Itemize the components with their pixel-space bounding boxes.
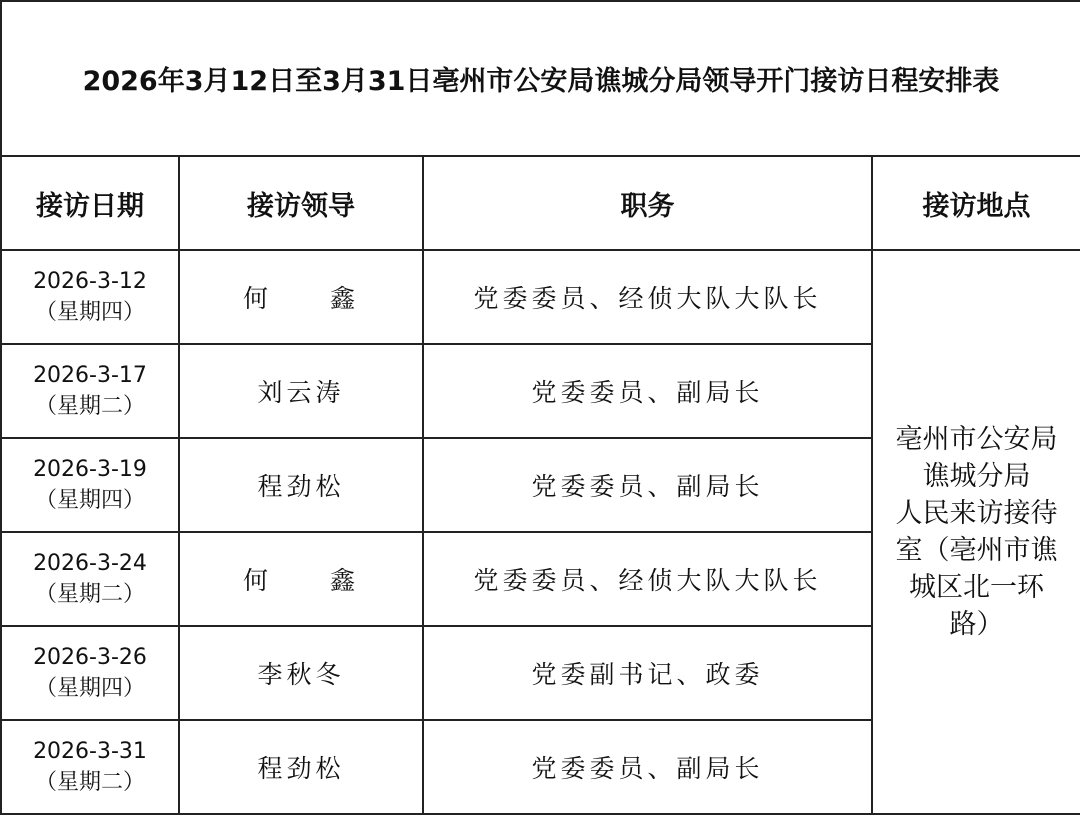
date-cell xyxy=(1,626,179,720)
header-leader: 接访领导 xyxy=(179,156,423,250)
header-location: 接访地点 xyxy=(872,156,1080,250)
position-cell: 党委委员、副局长 xyxy=(423,438,872,532)
location-line: 谯城分局 xyxy=(922,461,1031,492)
leader-cell: 何 鑫 xyxy=(179,532,423,626)
leader-cell: 李秋冬 xyxy=(179,626,423,720)
weekday: （星期四） xyxy=(34,676,145,701)
date: 2026-3-24 xyxy=(33,551,147,576)
location-line: 人民来访接待 xyxy=(895,498,1058,529)
leader-cell: 程劲松 xyxy=(179,720,423,814)
header-position: 职务 xyxy=(423,156,872,250)
date-cell xyxy=(1,720,179,814)
weekday: （星期四） xyxy=(34,300,145,325)
table-row xyxy=(1,250,1080,344)
header-date: 接访日期 xyxy=(1,156,179,250)
header-row xyxy=(1,156,1080,250)
position-cell: 党委委员、副局长 xyxy=(423,720,872,814)
position-cell: 党委委员、经侦大队大队长 xyxy=(423,250,872,344)
weekday: （星期四） xyxy=(34,488,145,513)
date-cell xyxy=(1,532,179,626)
weekday: （星期二） xyxy=(34,394,145,419)
location-cell xyxy=(872,250,1080,814)
location-line: 城区北一环 xyxy=(909,572,1044,603)
date: 2026-3-26 xyxy=(33,645,147,670)
table-title: 2026年3月12日至3月31日亳州市公安局谯城分局领导开门接访日程安排表 xyxy=(1,1,1080,156)
date-cell xyxy=(1,438,179,532)
date: 2026-3-12 xyxy=(33,269,147,294)
location-line: 亳州市公安局 xyxy=(895,424,1058,455)
position-cell: 党委委员、副局长 xyxy=(423,344,872,438)
leader-cell: 程劲松 xyxy=(179,438,423,532)
location-line: 室（亳州市谯 xyxy=(895,535,1058,566)
date-cell xyxy=(1,344,179,438)
position-cell: 党委委员、经侦大队大队长 xyxy=(423,532,872,626)
date: 2026-3-17 xyxy=(33,363,147,388)
date-cell xyxy=(1,250,179,344)
weekday: （星期二） xyxy=(34,770,145,795)
date: 2026-3-19 xyxy=(33,457,147,482)
weekday: （星期二） xyxy=(34,582,145,607)
location-line: 路） xyxy=(949,609,1004,640)
leader-cell: 刘云涛 xyxy=(179,344,423,438)
date: 2026-3-31 xyxy=(33,739,147,764)
leader-cell: 何 鑫 xyxy=(179,250,423,344)
position-cell: 党委副书记、政委 xyxy=(423,626,872,720)
